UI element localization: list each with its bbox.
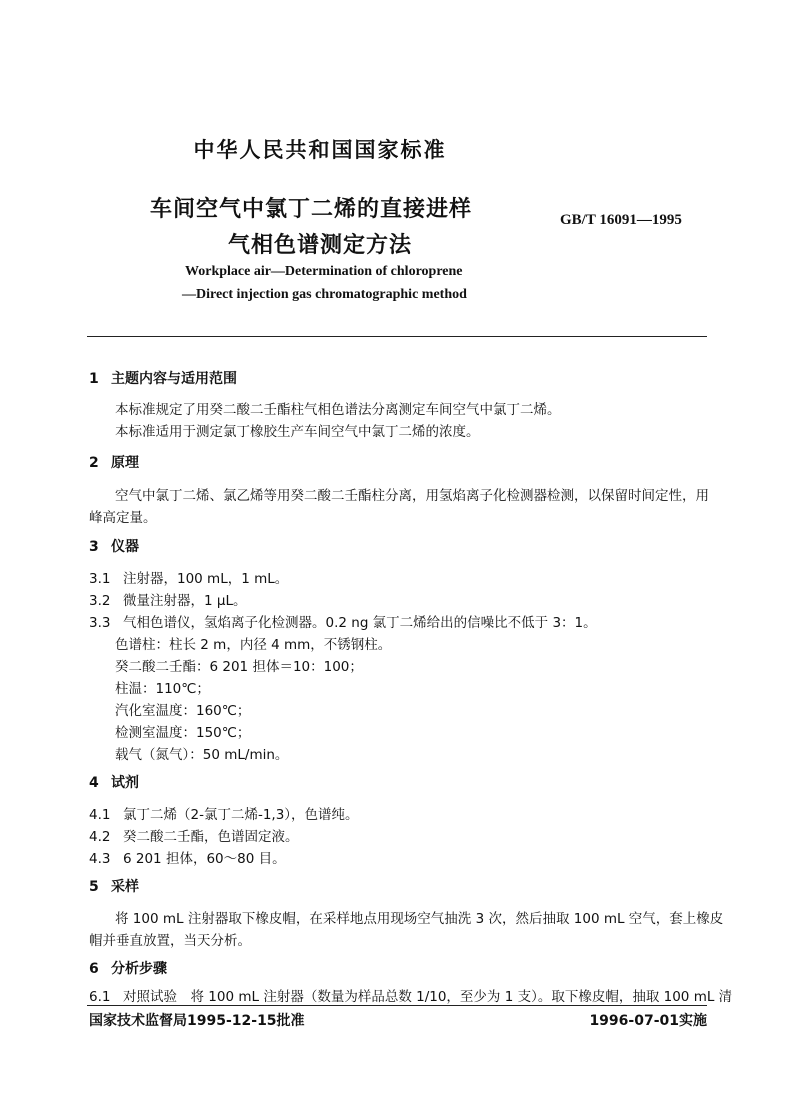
section-3-heading xyxy=(89,536,139,556)
section-6-item-1 xyxy=(89,985,732,1005)
section-5-para-line-1: 将 100 mL 注射器取下橡皮帽，在采样地点用现场空气抽洗 3 次，然后抽取 100 mL 空气，套上橡皮 xyxy=(115,911,724,927)
section-1-para-2: 本标准适用于测定氯丁橡胶生产车间空气中氯丁二烯的浓度。 xyxy=(115,424,480,440)
section-4-item-1 xyxy=(89,803,359,823)
section-5-para-line-2: 帽并垂直放置，当天分析。 xyxy=(89,933,251,949)
item-number: 3.2 xyxy=(89,593,111,609)
section-1-para-1: 本标准规定了用癸二酸二壬酯柱气相色谱法分离测定车间空气中氯丁二烯。 xyxy=(115,402,561,418)
section-4-heading xyxy=(89,772,139,792)
doc-title-line-2: 气相色谱测定方法 xyxy=(228,233,413,258)
item-text: 6 201 担体，60～80 目。 xyxy=(123,851,286,867)
section-3-item-2 xyxy=(89,589,247,609)
header-divider xyxy=(87,336,707,337)
item-number: 4.3 xyxy=(89,851,111,867)
item-number: 3.3 xyxy=(89,615,111,631)
section-number: 4 xyxy=(89,775,99,791)
section-4-item-3 xyxy=(89,847,286,867)
section-2-para-line-2: 峰高定量。 xyxy=(89,510,157,526)
item-number: 6.1 xyxy=(89,989,111,1005)
item-text: 对照试验 将 100 mL 注射器（数量为样品总数 1/10，至少为 1 支）。取下橡皮帽，抽取 100 mL 清 xyxy=(123,989,733,1005)
item-number: 3.1 xyxy=(89,571,111,587)
item-text: 氯丁二烯（2-氯丁二烯-1,3），色谱纯。 xyxy=(123,807,359,823)
item-text: 气相色谱仪，氢焰离子化检测器。0.2 ng 氯丁二烯给出的信噪比不低于 3：1。 xyxy=(123,615,597,631)
stationary-phase-line: 癸二酸二壬酯：6 201 担体＝10：100； xyxy=(115,659,363,675)
section-4-item-2 xyxy=(89,825,299,845)
section-title: 仪器 xyxy=(111,539,139,555)
section-5-heading xyxy=(89,876,139,896)
standard-org-title: 中华人民共和国国家标准 xyxy=(193,138,447,162)
section-6-heading xyxy=(89,958,167,978)
section-title: 采样 xyxy=(111,879,139,895)
approval-date: 国家技术监督局1995-12-15批准 xyxy=(89,1013,305,1029)
column-spec-line: 色谱柱：柱长 2 m，内径 4 mm，不锈钢柱。 xyxy=(115,637,392,653)
section-number: 2 xyxy=(89,455,99,471)
carrier-gas-line: 载气（氮气）：50 mL/min。 xyxy=(115,747,289,763)
section-3-item-1 xyxy=(89,567,288,587)
standard-code: GB/T 16091—1995 xyxy=(560,212,682,228)
implementation-date: 1996-07-01实施 xyxy=(589,1013,707,1029)
doc-title-line-1: 车间空气中氯丁二烯的直接进样 xyxy=(150,197,473,222)
section-number: 5 xyxy=(89,879,99,895)
item-number: 4.1 xyxy=(89,807,111,823)
column-temp-line: 柱温：110℃； xyxy=(115,681,210,697)
section-title: 原理 xyxy=(111,455,139,471)
item-number: 4.2 xyxy=(89,829,111,845)
section-title: 主题内容与适用范围 xyxy=(111,371,237,387)
item-text: 微量注射器，1 μL。 xyxy=(123,593,247,609)
section-number: 1 xyxy=(89,371,99,387)
item-text: 注射器，100 mL，1 mL。 xyxy=(123,571,289,587)
footer-divider xyxy=(87,1005,707,1006)
section-1-heading xyxy=(89,368,237,388)
section-3-item-3 xyxy=(89,611,597,631)
vaporizer-temp-line: 汽化室温度：160℃； xyxy=(115,703,251,719)
section-title: 试剂 xyxy=(111,775,139,791)
section-number: 6 xyxy=(89,961,99,977)
section-2-para-line-1: 空气中氯丁二烯、氯乙烯等用癸二酸二壬酯柱分离，用氢焰离子化检测器检测，以保留时间定性，用 xyxy=(115,488,709,504)
item-text: 癸二酸二壬酯，色谱固定液。 xyxy=(123,829,299,845)
detector-temp-line: 检测室温度：150℃； xyxy=(115,725,251,741)
english-title-line-1: Workplace air—Determination of chloroprene xyxy=(185,264,463,279)
english-title-line-2: —Direct injection gas chromatographic method xyxy=(182,287,467,302)
section-2-heading xyxy=(89,452,139,472)
section-title: 分析步骤 xyxy=(111,961,167,977)
section-number: 3 xyxy=(89,539,99,555)
